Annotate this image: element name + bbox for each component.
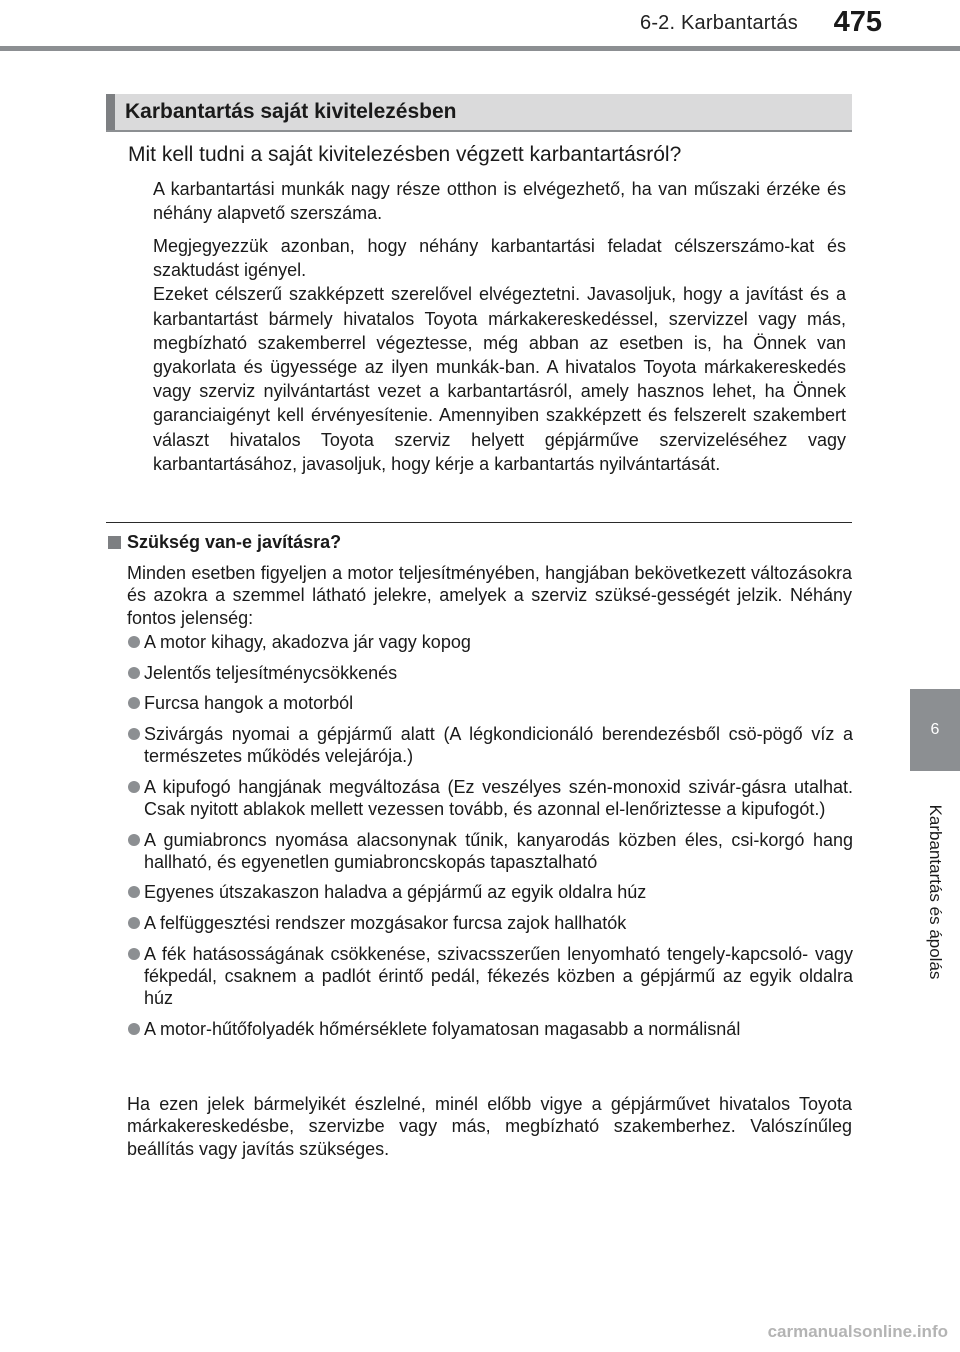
list-item: A kipufogó hangjának megváltozása (Ez veszélyes szén-monoxid szivár-gásra utalhat. Csak nyitott ablakok mellett vezessen tovább, és azonnal el-lenőriztesse a kipufogót.) (127, 776, 853, 821)
list-item: Szivárgás nyomai a gépjármű alatt (A légkondicionáló berendezésből csö-pögő víz a természetes működés velejárója.) (127, 723, 853, 768)
bullet-dot-icon (128, 1023, 140, 1035)
paragraph-2a-text: Megjegyezzük azonban, hogy néhány karbantartási feladat célszerszámo-kat és szaktudást igényel. (153, 236, 846, 281)
bullet-dot-icon (128, 728, 140, 740)
subsection-title: Szükség van-e javításra? (127, 532, 342, 552)
page-number: 475 (833, 6, 882, 38)
chapter-tab[interactable] (910, 689, 960, 771)
bullet-dot-icon (128, 948, 140, 960)
chapter-number: 6 (930, 721, 940, 738)
heading-accent-bar (106, 94, 115, 130)
list-item: A fék hatásosságának csökkenése, szivacsszerűen lenyomható tengely-kapcsoló- vagy fékpedál, csaknem a padlót érintő pedál, fékezés közben a gépjármű az egyik oldalra húz (127, 943, 853, 1010)
subsection-heading (108, 532, 341, 553)
header-rule (0, 46, 960, 51)
subsection-intro: Minden esetben figyeljen a motor teljesítményében, hangjában bekövetkezett változásokra és azokra a szemmel látható jelekre, amelyek a szerviz szüksé-gességét jelzik. Néhány fontos jelenség: (127, 563, 852, 628)
paragraph-1 (153, 177, 846, 225)
list-item: Furcsa hangok a motorból (127, 692, 853, 714)
section-heading (106, 94, 852, 132)
list-item: Jelentős teljesítménycsökkenés (127, 662, 853, 684)
section-heading-text: Karbantartás saját kivitelezésben (125, 100, 457, 123)
bullet-dot-icon (128, 697, 140, 709)
bullet-dot-icon (128, 781, 140, 793)
square-bullet-icon (108, 536, 121, 549)
paragraph-1-text: A karbantartási munkák nagy része otthon is elvégezhető, ha van műszaki érzéke és néhány alapvető szerszáma. (153, 179, 846, 224)
paragraph-2b-text: Ezeket célszerű szakképzett szerelővel elvégeztetni. Javasoljuk, hogy a javítást és a karbantartást bármely hivatalos Toyota márkakereskedéssel, szervizzel vagy más, megbízható szakemberrel végeztesse, még abban az esetben is, ha Önnek van gyakorlata és ügyessége az ilyen munkák-ban. A hivatalos Toyota márkakereskedés vagy szerviz nyilvántartást vezet a karbantartásról, amely hasznos lehet, ha Önnek garanciaigényt kell érvényesítenie. Amennyiben szakképzett és felszerelt szakembert választ hivatalos Toyota szerviz helyett gépjárműve szervizeléséhez vagy karbantartásához, javasoljuk, hogy kérje a karbantartás nyilvántartását. (153, 284, 846, 474)
header-section-title: 6-2. Karbantartás (640, 12, 798, 34)
list-item: A felfüggesztési rendszer mozgásakor furcsa zajok hallhatók (127, 912, 853, 934)
chapter-title: Karbantartás és ápolás (926, 804, 945, 980)
watermark[interactable]: carmanualsonline.info (767, 1322, 948, 1341)
bullet-dot-icon (128, 917, 140, 929)
bullet-dot-icon (128, 636, 140, 648)
question-heading: Mit kell tudni a saját kivitelezésben végzett karbantartásról? (128, 143, 682, 166)
section-divider (106, 522, 852, 523)
bullet-dot-icon (128, 886, 140, 898)
list-item: Egyenes útszakaszon haladva a gépjármű az egyik oldalra húz (127, 881, 853, 903)
list-item: A gumiabroncs nyomása alacsonynak tűnik, kanyarodás közben éles, csi-korgó hang hallható, és egyenetlen gumiabroncskopás tapasztalható (127, 829, 853, 874)
symptom-list (127, 631, 853, 1048)
bullet-dot-icon (128, 667, 140, 679)
bullet-dot-icon (128, 834, 140, 846)
paragraph-2 (153, 234, 846, 476)
closing-paragraph: Ha ezen jelek bármelyikét észlelné, minél előbb vigye a gépjárművet hivatalos Toyota márkakereskedésbe, szervizbe vagy más, megbízható szakemberhez. Valószínűleg beállítás vagy javítás szükséges. (127, 1094, 852, 1159)
list-item: A motor kihagy, akadozva jár vagy kopog (127, 631, 853, 653)
list-item: A motor-hűtőfolyadék hőmérséklete folyamatosan magasabb a normálisnál (127, 1018, 853, 1040)
